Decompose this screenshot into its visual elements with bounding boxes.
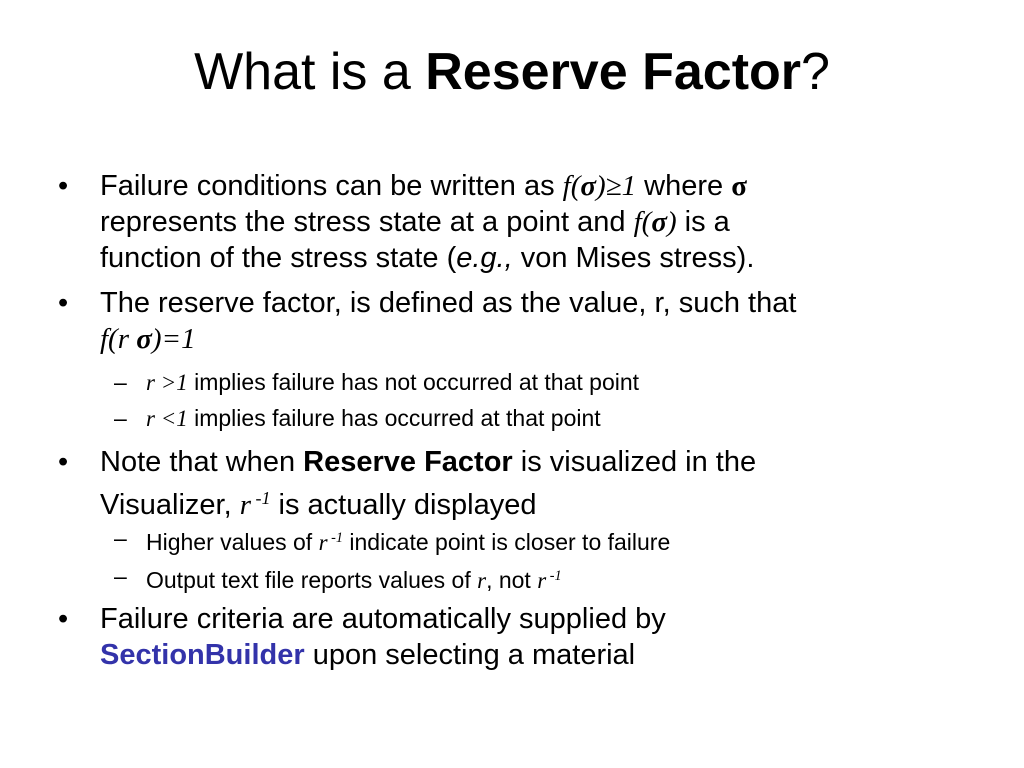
text: Failure criteria are automatically supplied by — [100, 603, 666, 635]
sub-bullet-r-less — [114, 403, 966, 434]
formula: f(r σ)=1 — [100, 323, 196, 355]
formula: r >1 — [146, 370, 188, 395]
text: The reserve factor, is defined as the value, r, such that — [100, 287, 797, 319]
bullet-line — [100, 480, 960, 523]
bullet-line — [100, 168, 960, 204]
bullet-failure-criteria — [58, 601, 960, 673]
title-suffix: ? — [801, 43, 830, 101]
text: implies failure has not occurred at that point — [187, 369, 640, 395]
dash-marker: – — [114, 369, 127, 395]
dash-marker: – — [114, 563, 127, 589]
formula: r $^{-1}$ — [318, 529, 343, 555]
dash-marker: – — [114, 525, 127, 551]
formula: f(σ)≥1 — [562, 170, 637, 202]
title-bold-term: Reserve Factor — [425, 43, 802, 101]
text: is a — [676, 206, 730, 238]
formula: f(σ) — [633, 206, 677, 238]
sigma-symbol: σ — [731, 170, 747, 202]
sectionbuilder-link: SectionBuilder — [100, 639, 305, 671]
bullet-line — [100, 240, 960, 276]
sub-bullet-r-greater — [114, 367, 966, 398]
text: indicate point is closer to failure — [342, 528, 671, 555]
formula: r $^{-1}$ — [239, 488, 271, 521]
text: function of the stress state ( — [100, 242, 457, 274]
formula: r $^{-1}$ — [537, 567, 562, 593]
bullet-line — [100, 285, 960, 321]
sub-bullet-higher-values — [114, 523, 966, 558]
bullet-visualizer-note — [58, 444, 960, 523]
bullet-line — [100, 601, 960, 637]
slide-title — [0, 38, 1024, 106]
bullet-marker: • — [58, 446, 69, 478]
bullet-failure-conditions — [58, 168, 960, 276]
text: Failure conditions can be written as — [100, 170, 563, 202]
bullet-line — [100, 321, 960, 357]
reserve-factor-term: Reserve Factor — [303, 446, 513, 478]
text: Note that when — [100, 446, 304, 478]
text: Higher values of — [146, 528, 319, 555]
text: Output text file reports values of — [146, 566, 478, 593]
bullet-line — [100, 637, 960, 673]
dash-marker: – — [114, 405, 127, 431]
bullet-line — [100, 444, 960, 480]
title-prefix: What is a — [194, 43, 426, 101]
text: where — [636, 170, 732, 202]
bullet-marker: • — [58, 170, 69, 202]
text: is visualized in the — [512, 446, 757, 478]
text: Visualizer, — [100, 488, 240, 521]
text: upon selecting a material — [304, 639, 636, 671]
bullet-marker: • — [58, 287, 69, 319]
text: represents the stress state at a point and — [100, 206, 634, 238]
bullet-line — [100, 204, 960, 240]
formula: r — [477, 567, 487, 593]
text: von Mises stress). — [512, 242, 755, 274]
sub-bullet-output-file — [114, 561, 966, 596]
text: , not — [486, 566, 538, 593]
bullet-marker: • — [58, 603, 69, 635]
bullet-reserve-factor-definition — [58, 285, 960, 357]
formula: r <1 — [146, 406, 188, 431]
text: is actually displayed — [270, 488, 537, 521]
text: implies failure has occurred at that point — [187, 405, 601, 431]
eg-text: e.g., — [456, 242, 513, 274]
